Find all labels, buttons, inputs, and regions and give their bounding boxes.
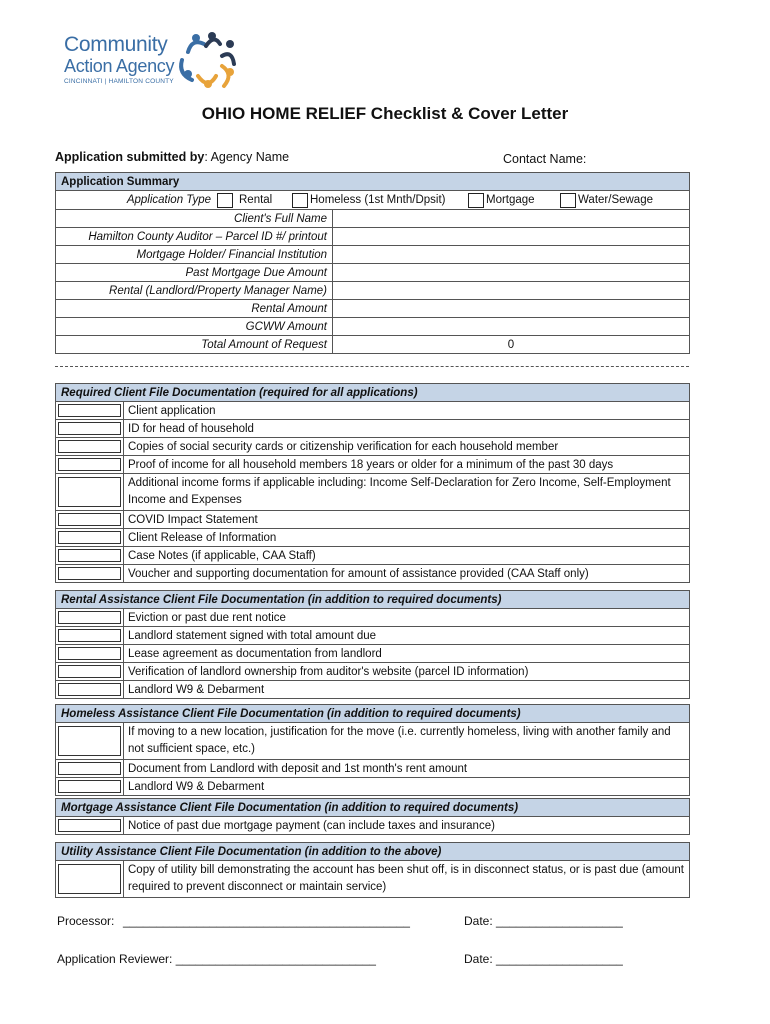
checklist-item: Landlord W9 & Debarment (124, 778, 690, 796)
checkbox-homeless[interactable] (292, 193, 308, 208)
processor-signature-line[interactable]: ___________________________________________ (123, 914, 410, 928)
type-mortgage-label: Mortgage (486, 194, 535, 206)
checklist-item: Client Release of Information (124, 529, 690, 547)
checklist-item: ID for head of household (124, 420, 690, 438)
gcww-amount-field[interactable] (333, 318, 690, 336)
checkbox-required[interactable] (58, 422, 121, 435)
checkbox-utility-doc[interactable] (58, 864, 121, 894)
checklist-item: Copy of utility bill demonstrating the account has been shut off, is in disconnect status, or is past due (amount required to prevent disconnect or maintain service) (124, 861, 690, 898)
mortgage-holder-field[interactable] (333, 246, 690, 264)
checklist-item: Lease agreement as documentation from landlord (124, 645, 690, 663)
summary-row-label: Total Amount of Request (56, 336, 333, 354)
checklist-item: If moving to a new location, justification for the move (i.e. currently homeless, living with another family and not sufficient space, etc.) (124, 723, 690, 760)
application-type-label: Application Type (126, 194, 211, 206)
people-circle-icon (174, 30, 240, 92)
total-amount-field[interactable]: 0 (333, 336, 690, 354)
rental-amount-field[interactable] (333, 300, 690, 318)
reviewer-signature[interactable]: Application Reviewer: ______________________________ (57, 952, 376, 966)
processor-date[interactable]: Date: ___________________ (464, 914, 623, 928)
checkbox-required[interactable] (58, 440, 121, 453)
checkbox-required[interactable] (58, 567, 121, 580)
checklist-item: Eviction or past due rent notice (124, 609, 690, 627)
logo-line-3: CINCINNATI | HAMILTON COUNTY (64, 78, 174, 85)
utility-docs-title: Utility Assistance Client File Documentation (in addition to the above) (56, 843, 690, 861)
checklist-item: Additional income forms if applicable including: Income Self-Declaration for Zero Income, Self-Employment Income and Expenses (124, 474, 690, 511)
logo-line-1: Community (64, 33, 168, 56)
checkbox-rental-doc[interactable] (58, 629, 121, 642)
required-docs-table (55, 383, 690, 583)
checkbox-required[interactable] (58, 513, 121, 526)
checklist-item: Copies of social security cards or citizenship verification for each household member (124, 438, 690, 456)
checkbox-rental-doc[interactable] (58, 665, 121, 678)
checkbox-water-sewage[interactable] (560, 193, 576, 208)
checklist-item: Landlord statement signed with total amount due (124, 627, 690, 645)
type-homeless-label: Homeless (1st Mnth/Dpsit) (310, 194, 446, 206)
mortgage-docs-table (55, 798, 690, 835)
checkbox-rental-doc[interactable] (58, 683, 121, 696)
client-name-field[interactable] (333, 210, 690, 228)
checklist-item: COVID Impact Statement (124, 511, 690, 529)
processor-label: Processor: (57, 914, 115, 928)
checkbox-rental-doc[interactable] (58, 611, 121, 624)
required-docs-title: Required Client File Documentation (required for all applications) (56, 384, 690, 402)
submitted-by-label: Application submitted by (55, 150, 205, 164)
homeless-docs-title: Homeless Assistance Client File Documentation (in addition to required documents) (56, 705, 690, 723)
mortgage-docs-title: Mortgage Assistance Client File Documentation (in addition to required documents) (56, 799, 690, 817)
application-summary-table (55, 172, 690, 354)
checklist-item: Client application (124, 402, 690, 420)
landlord-name-field[interactable] (333, 282, 690, 300)
checkbox-mortgage-doc[interactable] (58, 819, 121, 832)
checkbox-required[interactable] (58, 531, 121, 544)
rental-docs-table (55, 590, 690, 699)
checkbox-rental[interactable] (217, 193, 233, 208)
summary-row-label: Hamilton County Auditor – Parcel ID #/ printout (56, 228, 333, 246)
checklist-item: Case Notes (if applicable, CAA Staff) (124, 547, 690, 565)
summary-row-label: Client's Full Name (56, 210, 333, 228)
summary-row-label: Mortgage Holder/ Financial Institution (56, 246, 333, 264)
checkbox-homeless-doc[interactable] (58, 780, 121, 793)
checklist-item: Document from Landlord with deposit and 1st month's rent amount (124, 760, 690, 778)
reviewer-date[interactable]: Date: ___________________ (464, 952, 623, 966)
checkbox-homeless-doc[interactable] (58, 726, 121, 756)
checkbox-required[interactable] (58, 477, 121, 507)
submitted-by (55, 150, 289, 164)
homeless-docs-table (55, 704, 690, 796)
past-mortgage-due-field[interactable] (333, 264, 690, 282)
type-water-sewage-label: Water/Sewage (578, 194, 653, 206)
application-summary-title: Application Summary (56, 173, 690, 191)
checklist-item: Notice of past due mortgage payment (can include taxes and insurance) (124, 817, 690, 835)
checkbox-homeless-doc[interactable] (58, 762, 121, 775)
section-divider (55, 366, 689, 367)
checklist-item: Voucher and supporting documentation for amount of assistance provided (CAA Staff only) (124, 565, 690, 583)
summary-row-label: Rental Amount (56, 300, 333, 318)
contact-name-label: Contact Name: (503, 152, 587, 166)
summary-row-label: Past Mortgage Due Amount (56, 264, 333, 282)
checkbox-required[interactable] (58, 458, 121, 471)
checklist-item: Landlord W9 & Debarment (124, 681, 690, 699)
summary-row-label: Rental (Landlord/Property Manager Name) (56, 282, 333, 300)
submitted-by-value[interactable]: : Agency Name (204, 150, 290, 164)
logo-line-2: Action Agency (64, 56, 175, 76)
agency-logo (62, 30, 252, 92)
checkbox-required[interactable] (58, 404, 121, 417)
rental-docs-title: Rental Assistance Client File Documentation (in addition to required documents) (56, 591, 690, 609)
checkbox-required[interactable] (58, 549, 121, 562)
type-rental-label: Rental (239, 194, 273, 206)
checklist-item: Verification of landlord ownership from auditor's website (parcel ID information) (124, 663, 690, 681)
checkbox-mortgage[interactable] (468, 193, 484, 208)
summary-row-label: GCWW Amount (56, 318, 333, 336)
page-title: OHIO HOME RELIEF Checklist & Cover Letter (201, 104, 569, 123)
application-type-row (56, 191, 689, 209)
checklist-item: Proof of income for all household members 18 years or older for a minimum of the past 30 days (124, 456, 690, 474)
parcel-id-field[interactable] (333, 228, 690, 246)
utility-docs-table (55, 842, 690, 898)
checkbox-rental-doc[interactable] (58, 647, 121, 660)
